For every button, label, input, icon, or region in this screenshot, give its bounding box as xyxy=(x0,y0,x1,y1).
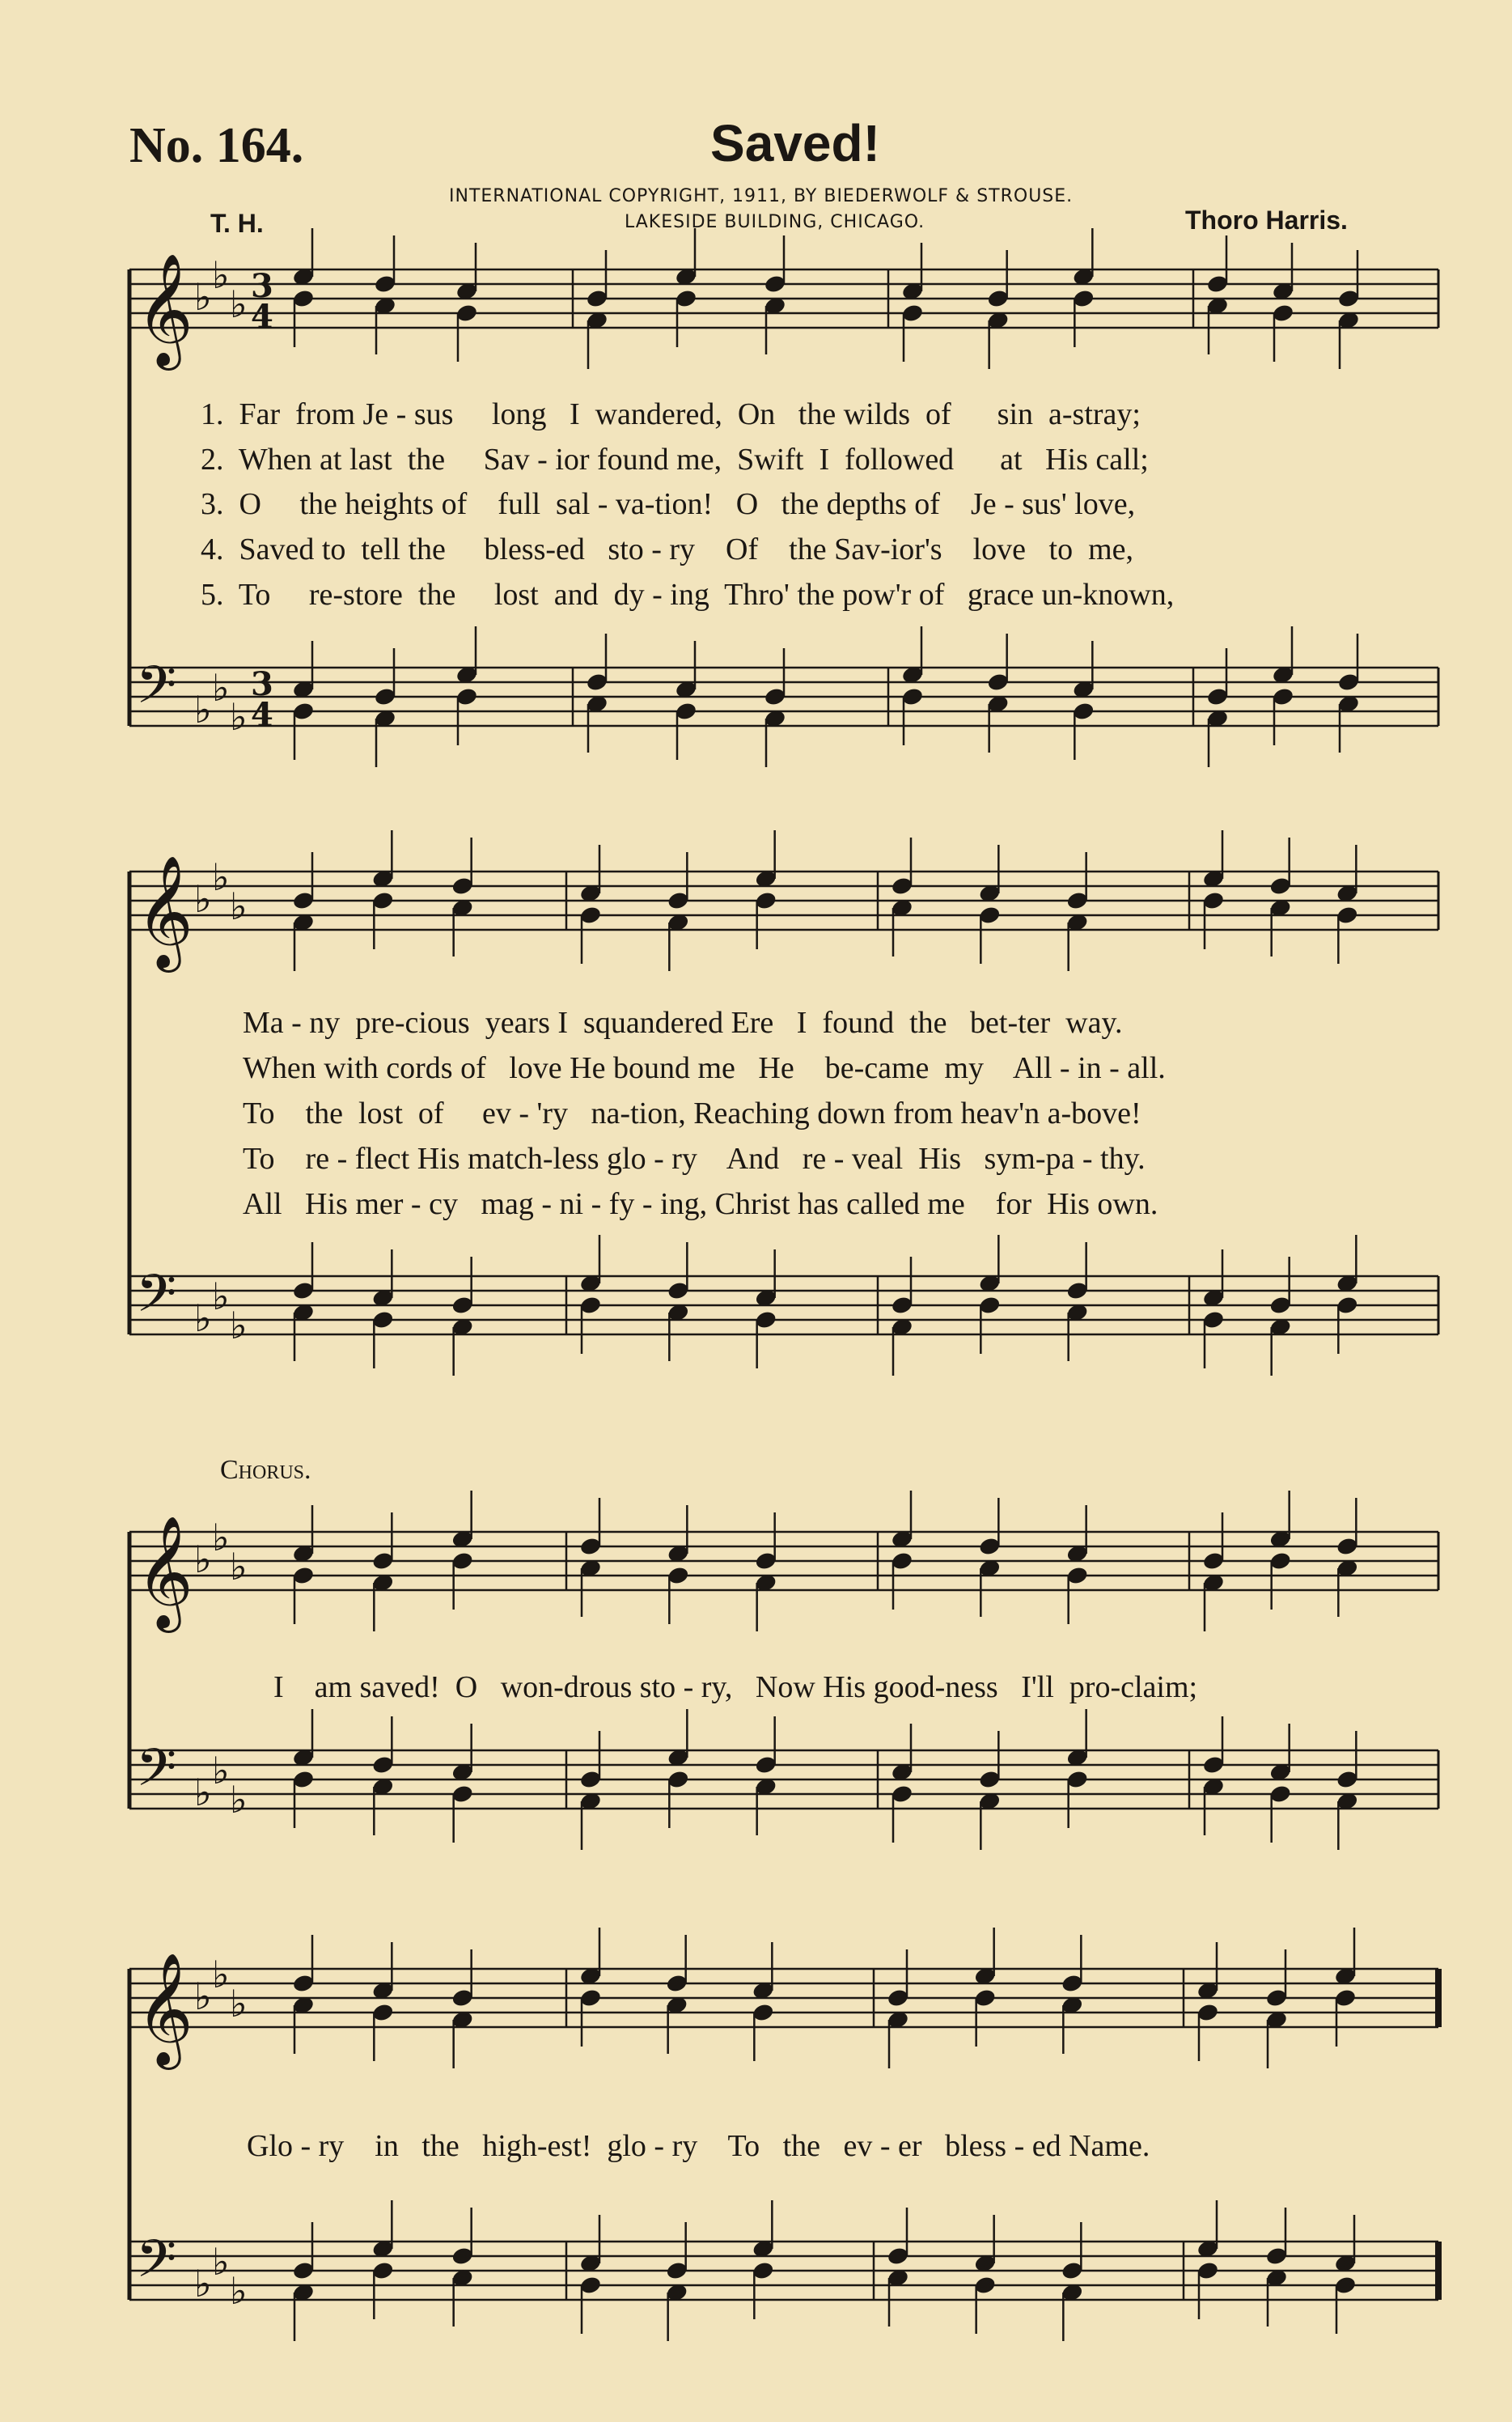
hymn-title: Saved! xyxy=(710,114,880,172)
verse-3-line-a: 3. O the heights of full sal - va-tion! O the depths of Je - sus' love, xyxy=(201,487,1136,521)
treble-clef-icon: 𝄞 xyxy=(136,855,193,968)
time-signature-top: 3 xyxy=(251,267,273,305)
verse-4-line-a: 4. Saved to tell the bless-ed sto - ry Of the Sav-ior's love to me, xyxy=(201,532,1133,566)
chorus-line-1: I am saved! O won-drous sto - ry, Now His good-ness I'll pro-claim; xyxy=(273,1670,1198,1704)
flat-sign-icon: ♭ xyxy=(212,1275,230,1318)
flat-sign-icon: ♭ xyxy=(230,884,248,928)
flat-sign-icon: ♭ xyxy=(212,1516,230,1559)
bass-clef-icon: 𝄢 xyxy=(136,655,177,728)
flat-sign-icon: ♭ xyxy=(212,1749,230,1792)
verse-1-line-a: 1. Far from Je - sus long I wandered, On the wilds of sin a-stray; xyxy=(201,397,1141,431)
verse-3-line-b: To the lost of ev - 'ry na-tion, Reaching down from heav'n a-bove! xyxy=(243,1096,1141,1130)
flat-sign-icon: ♭ xyxy=(194,1538,212,1581)
verse-1-line-b: Ma - ny pre-cious years I squandered Ere I found the bet-ter way. xyxy=(243,1006,1123,1040)
copyright-notice: INTERNATIONAL COPYRIGHT, 1911, BY BIEDERWOLF & STROUSE. xyxy=(449,186,1074,206)
flat-sign-icon: ♭ xyxy=(194,688,212,732)
verse-4-line-b: To re - flect His match-less glo - ry And re - veal His sym-pa - thy. xyxy=(243,1142,1146,1176)
treble-clef-icon: 𝄞 xyxy=(136,1953,193,2065)
flat-sign-icon: ♭ xyxy=(230,695,248,739)
time-signature-bottom: 4 xyxy=(251,298,273,336)
composer-credit: Thoro Harris. xyxy=(1185,206,1348,235)
flat-sign-icon: ♭ xyxy=(194,877,212,921)
publisher-address: LAKESIDE BUILDING, CHICAGO. xyxy=(625,212,925,232)
chorus-line-2: Glo - ry in the high-est! glo - ry To the ev - er bless - ed Name. xyxy=(247,2129,1150,2163)
flat-sign-icon: ♭ xyxy=(212,253,230,297)
flat-sign-icon: ♭ xyxy=(230,282,248,326)
chorus-label: Chorus. xyxy=(220,1455,311,1485)
flat-sign-icon: ♭ xyxy=(230,1545,248,1589)
flat-sign-icon: ♭ xyxy=(230,2269,248,2313)
lyricist-credit: T. H. xyxy=(210,209,264,238)
flat-sign-icon: ♭ xyxy=(230,1982,248,2025)
flat-sign-icon: ♭ xyxy=(212,1953,230,1996)
treble-clef-icon: 𝄞 xyxy=(136,253,193,366)
hymn-number: No. 164. xyxy=(129,118,304,173)
flat-sign-icon: ♭ xyxy=(194,2262,212,2305)
flat-sign-icon: ♭ xyxy=(194,1296,212,1340)
flat-sign-icon: ♭ xyxy=(194,1975,212,2018)
bass-clef-icon: 𝄢 xyxy=(136,1738,177,1811)
flat-sign-icon: ♭ xyxy=(212,666,230,710)
bass-clef-icon: 𝄢 xyxy=(136,1264,177,1337)
verse-2-line-b: When with cords of love He bound me He be-came my All - in - all. xyxy=(243,1051,1166,1085)
flat-sign-icon: ♭ xyxy=(194,275,212,319)
time-signature-bottom: 4 xyxy=(251,696,273,734)
bass-clef-icon: 𝄢 xyxy=(136,2229,177,2302)
flat-sign-icon: ♭ xyxy=(230,1304,248,1347)
flat-sign-icon: ♭ xyxy=(212,855,230,899)
flat-sign-icon: ♭ xyxy=(212,2240,230,2284)
flat-sign-icon: ♭ xyxy=(230,1778,248,1822)
flat-sign-icon: ♭ xyxy=(194,1771,212,1814)
time-signature-top: 3 xyxy=(251,665,273,703)
verse-5-line-b: All His mer - cy mag - ni - fy - ing, Christ has called me for His own. xyxy=(243,1187,1158,1221)
verse-2-line-a: 2. When at last the Sav - ior found me, Swift I followed at His call; xyxy=(201,443,1149,477)
verse-5-line-a: 5. To re-store the lost and dy - ing Thro' the pow'r of grace un-known, xyxy=(201,578,1175,612)
treble-clef-icon: 𝄞 xyxy=(136,1516,193,1628)
